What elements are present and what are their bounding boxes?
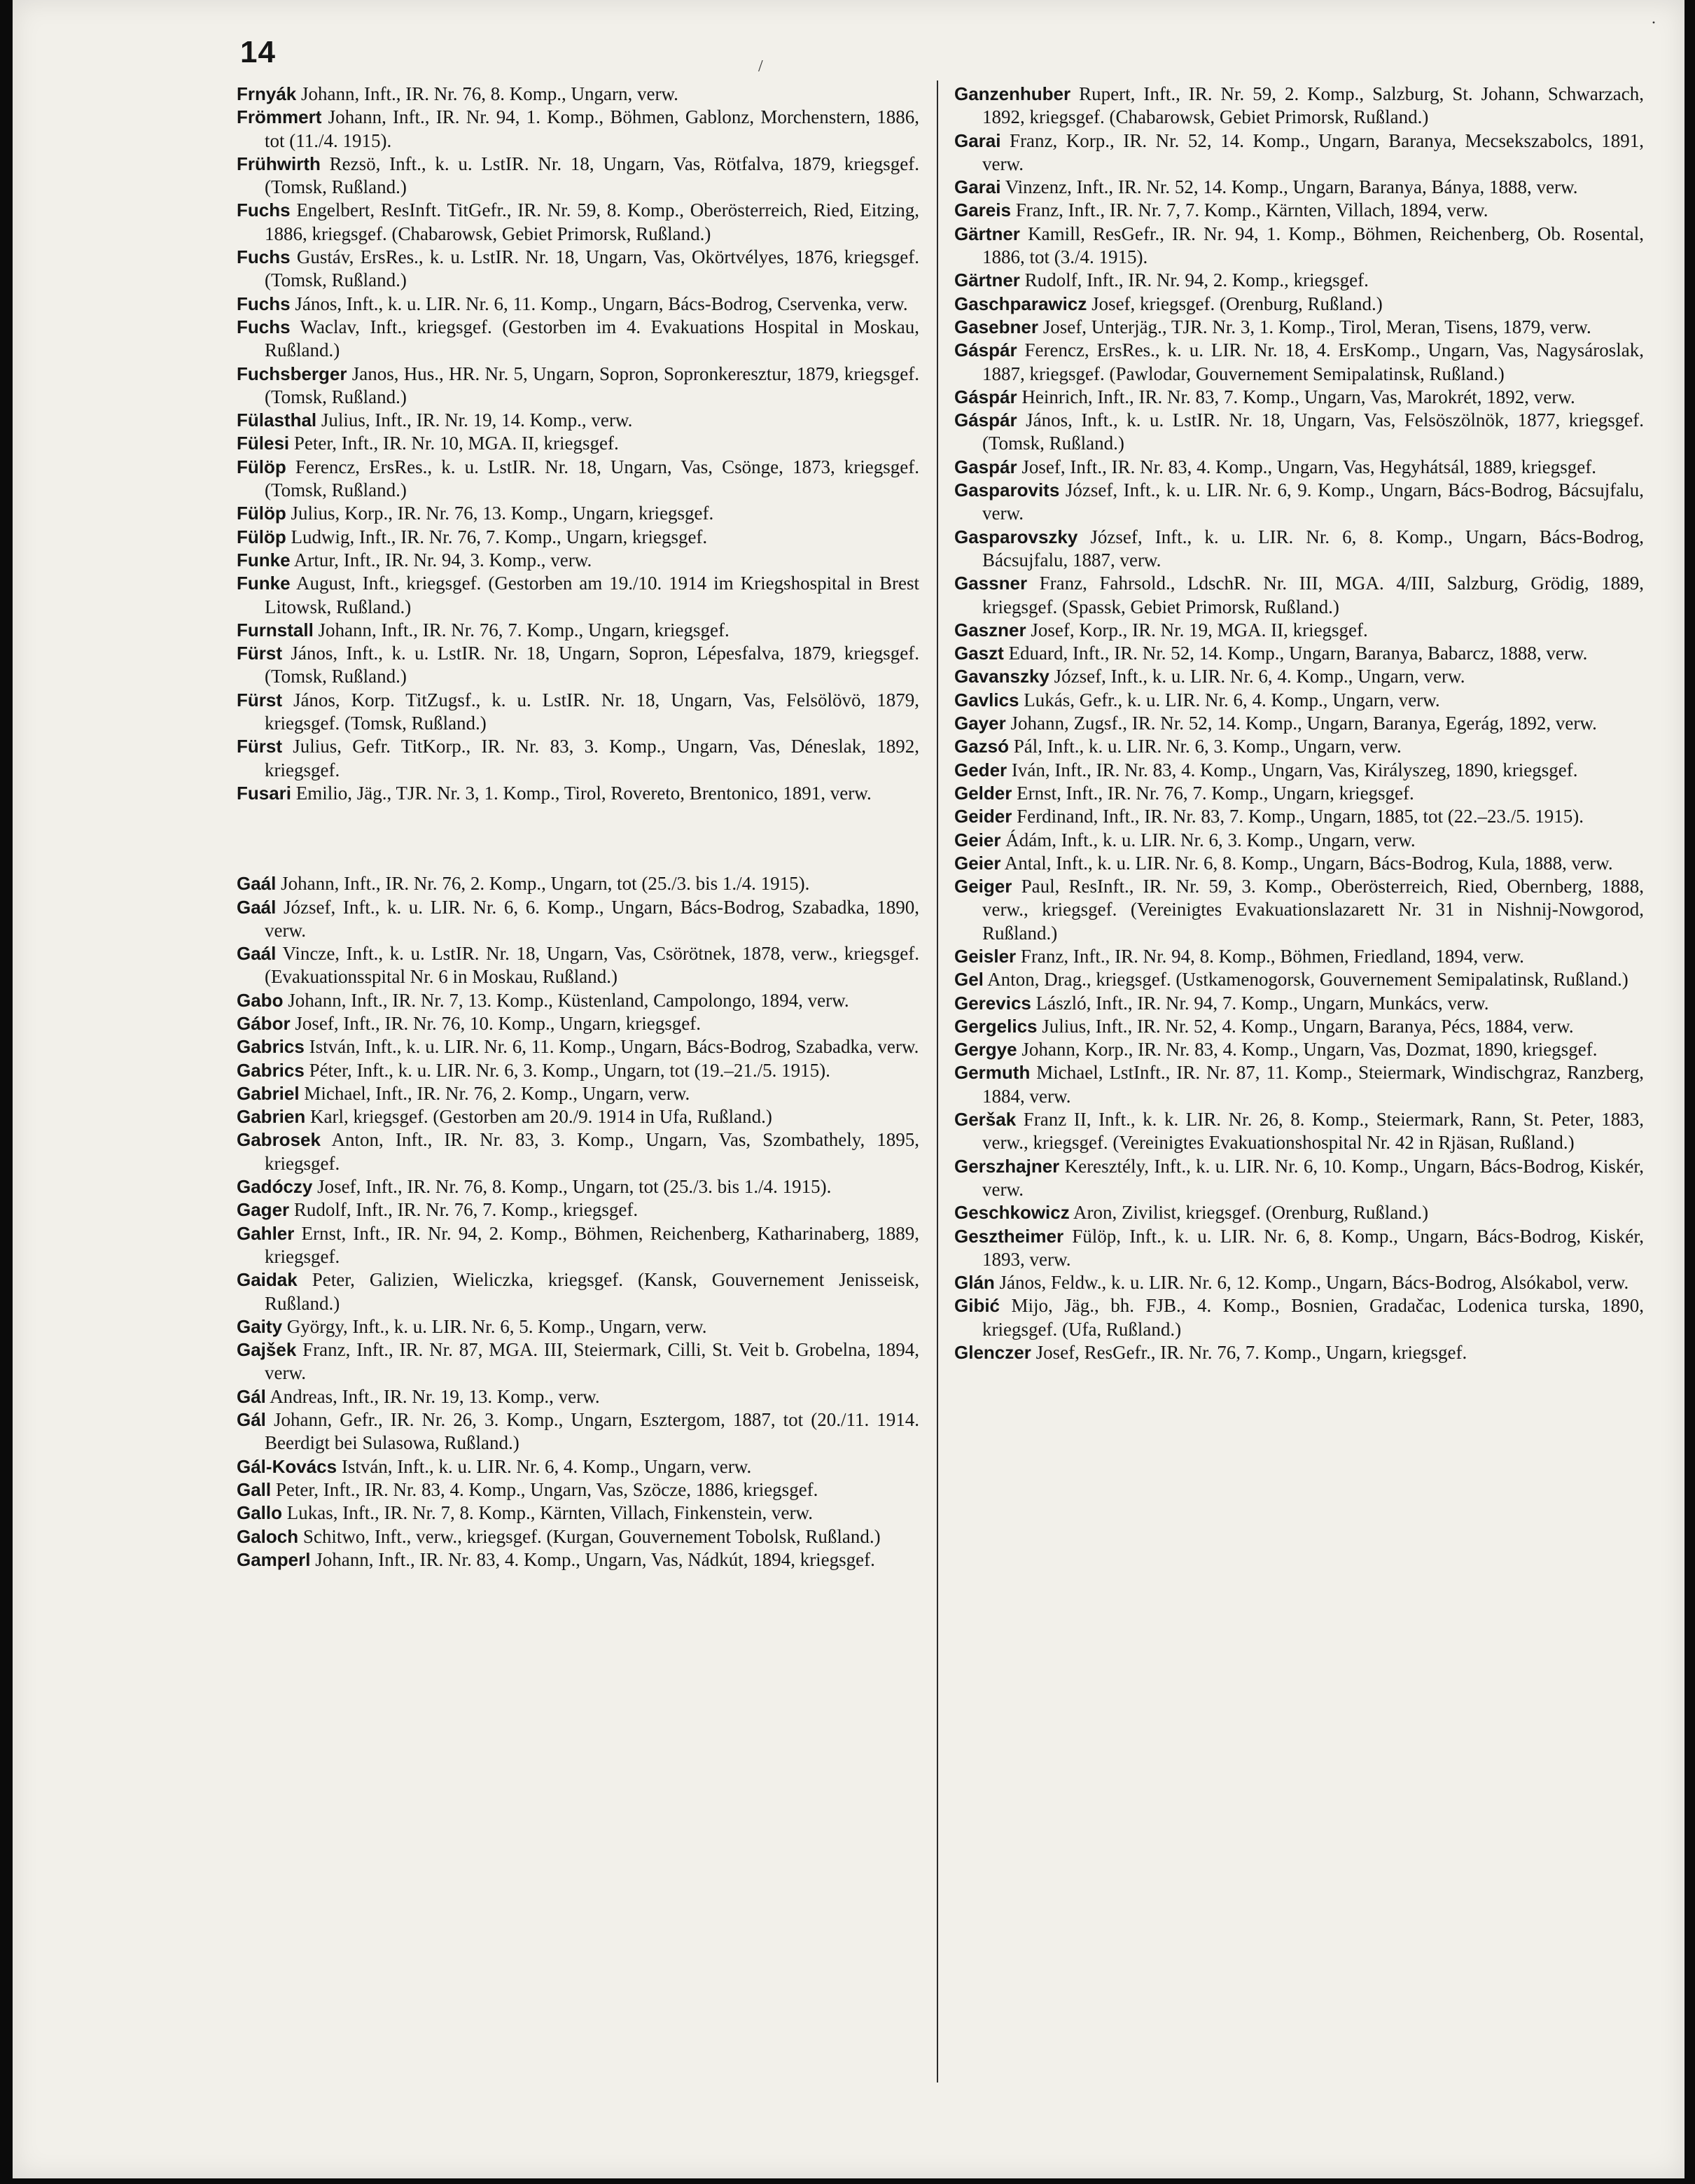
entry-details: Rupert, Inft., IR. Nr. 59, 2. Komp., Salzburg, St. Johann, Schwarzach, 1892, kriegsgef. (Chabarowsk, Gebiet Primorsk, Rußland.) bbox=[982, 83, 1644, 128]
directory-entry bbox=[954, 176, 1644, 199]
directory-entry bbox=[237, 1548, 919, 1572]
directory-entry bbox=[954, 1341, 1644, 1364]
entry-surname: Gibić bbox=[954, 1295, 1000, 1317]
entry-surname: Garai bbox=[954, 130, 1001, 151]
entry-details: Vincze, Inft., k. u. LstIR. Nr. 18, Ungarn, Vas, Csörötnek, 1878, verw., kriegsgef. (Evakuationsspital Nr. 6 in Moskau, Rußland.) bbox=[265, 943, 919, 988]
entry-details: Aron, Zivilist, kriegsgef. (Orenburg, Rußland.) bbox=[1073, 1202, 1429, 1224]
entry-details: August, Inft., kriegsgef. (Gestorben am 19./10. 1914 im Kriegshospital in Brest Litowsk, Rußland.) bbox=[265, 573, 919, 617]
directory-entry bbox=[237, 1525, 919, 1548]
entry-surname: Gergelics bbox=[954, 1015, 1038, 1037]
entry-surname: Gasebner bbox=[954, 316, 1038, 337]
entry-surname: Fuchsberger bbox=[237, 363, 347, 384]
group-separator bbox=[237, 805, 919, 872]
entry-details: József, Inft., k. u. LIR. Nr. 6, 9. Komp., Ungarn, Bács-Bodrog, Bácsujfalu, verw. bbox=[982, 479, 1644, 524]
entry-surname: Gaál bbox=[237, 943, 277, 965]
entry-surname: Gaszner bbox=[954, 619, 1026, 640]
entry-surname: Geier bbox=[954, 852, 1001, 874]
directory-entry bbox=[954, 1038, 1644, 1061]
entry-details: Antal, Inft., k. u. LIR. Nr. 6, 8. Komp., Ungarn, Bács-Bodrog, Kula, 1888, verw. bbox=[1004, 852, 1613, 874]
entry-surname: Glán bbox=[954, 1272, 995, 1294]
entry-surname: Gasparovits bbox=[954, 479, 1060, 501]
directory-entry bbox=[954, 875, 1644, 945]
entry-surname: Fuchs bbox=[237, 200, 291, 221]
entry-surname: Gábor bbox=[237, 1012, 291, 1034]
directory-entry bbox=[954, 1108, 1644, 1155]
entry-surname: Gabrien bbox=[237, 1106, 306, 1128]
entry-details: Rudolf, Inft., IR. Nr. 76, 7. Komp., kriegsgef. bbox=[293, 1199, 639, 1221]
directory-entry bbox=[237, 456, 919, 503]
entry-details: Emilio, Jäg., TJR. Nr. 3, 1. Komp., Tirol, Rovereto, Brentonico, 1891, verw. bbox=[295, 782, 872, 804]
entry-details: Josef, Inft., IR. Nr. 83, 4. Komp., Ungarn, Vas, Hegyhátsál, 1889, kriegsgef. bbox=[1021, 456, 1596, 477]
entry-surname: Gáspár bbox=[954, 410, 1017, 431]
entry-surname: Gál bbox=[237, 1385, 266, 1407]
entry-surname: Gager bbox=[237, 1199, 290, 1221]
entry-details: Ferdinand, Inft., IR. Nr. 83, 7. Komp., Ungarn, 1885, tot (22.–23./5. 1915). bbox=[1017, 806, 1584, 827]
entry-details: Waclav, Inft., kriegsgef. (Gestorben im 4. Evakuations Hospital in Moskau, Rußland.) bbox=[265, 316, 920, 361]
directory-entry bbox=[954, 83, 1644, 130]
entry-surname: Gáspár bbox=[954, 386, 1017, 407]
directory-entry bbox=[237, 1338, 919, 1385]
entry-details: István, Inft., k. u. LIR. Nr. 6, 11. Komp., Ungarn, Bács-Bodrog, Szabadka, verw. bbox=[309, 1036, 919, 1058]
entry-details: János, Feldw., k. u. LIR. Nr. 6, 12. Komp., Ungarn, Bács-Bodrog, Alsókabol, verw. bbox=[999, 1272, 1629, 1294]
entry-details: Andreas, Inft., IR. Nr. 19, 13. Komp., verw. bbox=[270, 1385, 600, 1407]
entry-surname: Gáspár bbox=[954, 340, 1017, 361]
directory-entry bbox=[954, 409, 1644, 456]
directory-entry bbox=[237, 432, 919, 455]
page-number: 14 bbox=[240, 35, 276, 69]
entry-surname: Geder bbox=[954, 759, 1007, 780]
entry-details: Lukas, Inft., IR. Nr. 7, 8. Komp., Kärnten, Villach, Finkenstein, verw. bbox=[286, 1502, 814, 1524]
entry-surname: Gahler bbox=[237, 1222, 295, 1244]
stray-mark: · bbox=[1651, 14, 1656, 32]
directory-entry bbox=[237, 293, 919, 316]
directory-entry bbox=[237, 83, 919, 106]
entry-surname: Gallo bbox=[237, 1502, 283, 1524]
entry-surname: Geisler bbox=[954, 945, 1017, 967]
entry-surname: Gareis bbox=[954, 200, 1011, 221]
directory-entry bbox=[237, 526, 919, 549]
directory-entry bbox=[237, 1012, 919, 1035]
directory-entry bbox=[237, 363, 919, 410]
entry-details: Ferencz, ErsRes., k. u. LIR. Nr. 18, 4. ErsKomp., Ungarn, Vas, Nagysároslak, 1887, kriegsgef. (Pawlodar, Gouvernement Semipalatinsk, Rußland.) bbox=[982, 340, 1645, 384]
entry-details: József, Inft., k. u. LIR. Nr. 6, 4. Komp., Ungarn, verw. bbox=[1054, 666, 1465, 687]
directory-entry bbox=[954, 992, 1644, 1015]
entry-surname: Fürst bbox=[237, 643, 282, 664]
entry-details: Engelbert, ResInft. TitGefr., IR. Nr. 59, 8. Komp., Oberösterreich, Ried, Eitzing, 1886, kriegsgef. (Chabarowsk, Gebiet Primorsk, Rußland.) bbox=[265, 200, 920, 244]
entry-details: Johann, Zugsf., IR. Nr. 52, 14. Komp., Ungarn, Baranya, Egerág, 1892, verw. bbox=[1010, 713, 1597, 734]
entry-surname: Galoch bbox=[237, 1525, 299, 1547]
entry-details: Johann, Inft., IR. Nr. 94, 1. Komp., Böhmen, Gablonz, Morchenstern, 1886, tot (11./4. 1915). bbox=[265, 106, 920, 151]
directory-entry bbox=[237, 1268, 919, 1315]
entry-surname: Germuth bbox=[954, 1062, 1031, 1084]
directory-entry bbox=[237, 316, 919, 363]
entry-details: Péter, Inft., k. u. LIR. Nr. 6, 3. Komp., Ungarn, tot (19.–21./5. 1915). bbox=[309, 1059, 830, 1081]
entry-details: Josef, kriegsgef. (Orenburg, Rußland.) bbox=[1091, 293, 1383, 314]
entry-surname: Gabrics bbox=[237, 1036, 305, 1058]
entry-surname: Gabrosek bbox=[237, 1129, 321, 1151]
directory-entry bbox=[237, 1222, 919, 1269]
entry-details: Julius, Inft., IR. Nr. 19, 14. Komp., verw. bbox=[321, 410, 633, 431]
entry-surname: Gazsó bbox=[954, 736, 1010, 757]
entry-details: Eduard, Inft., IR. Nr. 52, 14. Komp., Ungarn, Baranya, Babarcz, 1888, verw. bbox=[1008, 643, 1588, 664]
entry-surname: Gaspár bbox=[954, 456, 1017, 477]
directory-entry bbox=[954, 1155, 1644, 1202]
entry-surname: Fuchs bbox=[237, 316, 291, 337]
directory-entry bbox=[954, 1271, 1644, 1294]
entry-details: Anton, Drag., kriegsgef. (Ustkamenogorsk, Gouvernement Semipalatinsk, Rußland.) bbox=[987, 969, 1628, 990]
entry-details: Kamill, ResGefr., IR. Nr. 94, 1. Komp., Böhmen, Reichenberg, Ob. Rosental, 1886, tot (3./4. 1915). bbox=[982, 223, 1644, 268]
entry-details: Pál, Inft., k. u. LIR. Nr. 6, 3. Komp., Ungarn, verw. bbox=[1013, 736, 1402, 757]
entry-surname: Gadóczy bbox=[237, 1176, 313, 1198]
entry-details: Gustáv, ErsRes., k. u. LstIR. Nr. 18, Ungarn, Vas, Okörtvélyes, 1876, kriegsgef. (Tomsk, Rußland.) bbox=[265, 246, 920, 291]
entry-surname: Gerevics bbox=[954, 992, 1031, 1014]
directory-entry bbox=[954, 293, 1644, 316]
entry-surname: Fülöp bbox=[237, 526, 286, 547]
directory-entry bbox=[237, 1385, 919, 1408]
entry-surname: Gabriel bbox=[237, 1082, 300, 1104]
entry-surname: Gaál bbox=[237, 873, 277, 895]
entry-surname: Frühwirth bbox=[237, 153, 321, 174]
entry-details: Ádám, Inft., k. u. LIR. Nr. 6, 3. Komp., Ungarn, verw. bbox=[1005, 829, 1416, 850]
entry-details: Johann, Inft., IR. Nr. 76, 8. Komp., Ungarn, verw. bbox=[301, 83, 678, 104]
entry-details: Michael, Inft., IR. Nr. 76, 2. Komp., Ungarn, verw. bbox=[304, 1082, 690, 1104]
entry-details: Johann, Gefr., IR. Nr. 26, 3. Komp., Ungarn, Esztergom, 1887, tot (20./11. 1914. Beerdigt bei Sulasowa, Rußland.) bbox=[265, 1409, 919, 1454]
entry-surname: Gaál bbox=[237, 896, 277, 918]
directory-entry bbox=[237, 1128, 919, 1175]
directory-entry bbox=[237, 246, 919, 293]
directory-entry bbox=[237, 689, 919, 736]
entry-surname: Geršak bbox=[954, 1109, 1017, 1130]
entry-surname: Gaity bbox=[237, 1315, 283, 1337]
entry-details: Johann, Inft., IR. Nr. 76, 2. Komp., Ungarn, tot (25./3. bis 1./4. 1915). bbox=[281, 873, 810, 895]
entry-surname: Funke bbox=[237, 573, 291, 594]
entry-details: Rezsö, Inft., k. u. LstIR. Nr. 18, Ungarn, Vas, Rötfalva, 1879, kriegsgef. (Tomsk, Rußland.) bbox=[265, 153, 919, 198]
entry-details: Lukás, Gefr., k. u. LIR. Nr. 6, 4. Komp., Ungarn, verw. bbox=[1024, 689, 1440, 710]
entry-details: Janos, Hus., HR. Nr. 5, Ungarn, Sopron, Sopronkeresztur, 1879, kriegsgef. (Tomsk, Rußland.) bbox=[265, 363, 920, 407]
directory-entry bbox=[237, 1175, 919, 1198]
entry-surname: Gesztheimer bbox=[954, 1225, 1064, 1247]
directory-entry bbox=[237, 642, 919, 689]
entry-surname: Fusari bbox=[237, 782, 292, 804]
directory-entry bbox=[237, 735, 919, 782]
entry-surname: Gál-Kovács bbox=[237, 1455, 337, 1477]
directory-entry bbox=[237, 872, 919, 895]
directory-entry bbox=[237, 572, 919, 619]
entry-surname: Gabrics bbox=[237, 1059, 305, 1081]
directory-entry bbox=[954, 386, 1644, 409]
entry-details: Julius, Korp., IR. Nr. 76, 13. Komp., Ungarn, kriegsgef. bbox=[291, 503, 714, 524]
directory-entry bbox=[954, 968, 1644, 991]
entry-surname: Fülöp bbox=[237, 456, 286, 477]
entries-group-f bbox=[237, 83, 919, 805]
entry-details: Ludwig, Inft., IR. Nr. 76, 7. Komp., Ungarn, kriegsgef. bbox=[291, 526, 708, 547]
entry-surname: Fülöp bbox=[237, 503, 286, 524]
entry-details: Peter, Galizien, Wieliczka, kriegsgef. (Kansk, Gouvernement Jenisseisk, Rußland.) bbox=[265, 1269, 920, 1314]
entry-details: Johann, Inft., IR. Nr. 7, 13. Komp., Küstenland, Campolongo, 1894, verw. bbox=[288, 989, 849, 1011]
entry-details: Franz, Fahrsold., LdschR. Nr. III, MGA. 4/III, Salzburg, Grödig, 1889, kriegsgef. (Spassk, Gebiet Primorsk, Rußland.) bbox=[982, 573, 1644, 617]
entry-details: Schitwo, Inft., verw., kriegsgef. (Kurgan, Gouvernement Tobolsk, Rußland.) bbox=[302, 1525, 881, 1547]
entry-details: János, Inft., k. u. LIR. Nr. 6, 11. Komp., Ungarn, Bács-Bodrog, Cservenka, verw. bbox=[295, 293, 908, 314]
directory-entry bbox=[954, 642, 1644, 665]
entry-details: Karl, kriegsgef. (Gestorben am 20./9. 1914 in Ufa, Rußland.) bbox=[310, 1106, 772, 1128]
directory-entry bbox=[954, 829, 1644, 852]
entry-surname: Gärtner bbox=[954, 223, 1020, 244]
entry-details: Franz II, Inft., k. k. LIR. Nr. 26, 8. Komp., Steiermark, Rann, St. Peter, 1883, verw., kriegsgef. (Vereinigtes Evakuationshospital Nr. 42 in Rjäsan, Rußland.) bbox=[982, 1109, 1645, 1154]
entry-details: Julius, Inft., IR. Nr. 52, 4. Komp., Ungarn, Baranya, Pécs, 1884, verw. bbox=[1042, 1015, 1574, 1037]
entry-details: László, Inft., IR. Nr. 94, 7. Komp., Ungarn, Munkács, verw. bbox=[1035, 992, 1489, 1014]
entry-surname: Gergye bbox=[954, 1039, 1017, 1060]
entry-details: János, Inft., k. u. LstIR. Nr. 18, Ungarn, Sopron, Lépesfalva, 1879, kriegsgef. (Tomsk, Rußland.) bbox=[265, 643, 920, 687]
directory-entry bbox=[237, 1082, 919, 1105]
entry-details: János, Korp. TitZugsf., k. u. LstIR. Nr. 18, Ungarn, Vas, Felsölövö, 1879, kriegsgef. (Tomsk, Rußland.) bbox=[265, 689, 919, 734]
document-page bbox=[13, 0, 1684, 2178]
entry-details: Ernst, Inft., IR. Nr. 76, 7. Komp., Ungarn, kriegsgef. bbox=[1017, 782, 1414, 804]
entry-surname: Fülasthal bbox=[237, 410, 317, 431]
entry-surname: Gaszt bbox=[954, 643, 1004, 664]
entry-surname: Fuchs bbox=[237, 246, 291, 268]
entry-surname: Gassner bbox=[954, 573, 1028, 594]
entry-details: Josef, Inft., IR. Nr. 76, 8. Komp., Ungarn, tot (25./3. bis 1./4. 1915). bbox=[317, 1176, 832, 1198]
entries-right bbox=[954, 83, 1644, 1364]
entry-surname: Fürst bbox=[237, 736, 282, 757]
entry-details: Josef, Korp., IR. Nr. 19, MGA. II, kriegsgef. bbox=[1031, 619, 1368, 640]
directory-entry bbox=[954, 1015, 1644, 1038]
entry-details: Iván, Inft., IR. Nr. 83, 4. Komp., Ungarn, Vas, Királyszeg, 1890, kriegsgef. bbox=[1011, 759, 1578, 780]
entry-details: János, Inft., k. u. LstIR. Nr. 18, Ungarn, Vas, Felsöszölnök, 1877, kriegsgef. (Tomsk, Rußland.) bbox=[982, 410, 1644, 454]
entry-details: Franz, Korp., IR. Nr. 52, 14. Komp., Ungarn, Baranya, Mecsekszabolcs, 1891, verw. bbox=[982, 130, 1645, 174]
stray-mark: / bbox=[758, 57, 763, 76]
entry-surname: Glenczer bbox=[954, 1342, 1031, 1364]
entry-details: Johann, Korp., IR. Nr. 83, 4. Komp., Ungarn, Vas, Dozmat, 1890, kriegsgef. bbox=[1021, 1039, 1598, 1060]
directory-entry bbox=[237, 1198, 919, 1222]
entry-surname: Gaschparawicz bbox=[954, 293, 1087, 314]
directory-entry bbox=[954, 316, 1644, 339]
directory-entry bbox=[954, 735, 1644, 758]
entry-details: György, Inft., k. u. LIR. Nr. 6, 5. Komp., Ungarn, verw. bbox=[286, 1315, 707, 1337]
entry-details: József, Inft., k. u. LIR. Nr. 6, 6. Komp., Ungarn, Bács-Bodrog, Szabadka, 1890, verw. bbox=[265, 896, 919, 941]
entry-details: Franz, Inft., IR. Nr. 94, 8. Komp., Böhmen, Friedland, 1894, verw. bbox=[1020, 945, 1524, 967]
entry-surname: Geschkowicz bbox=[954, 1202, 1070, 1224]
directory-entry bbox=[237, 1105, 919, 1128]
directory-entry bbox=[237, 1059, 919, 1082]
directory-entry bbox=[954, 712, 1644, 735]
right-column bbox=[954, 83, 1644, 1364]
entry-surname: Geiger bbox=[954, 876, 1012, 897]
column-divider bbox=[937, 80, 938, 2082]
entry-surname: Gavanszky bbox=[954, 666, 1049, 687]
entry-surname: Funke bbox=[237, 549, 291, 570]
entry-surname: Furnstall bbox=[237, 619, 314, 640]
entry-surname: Gál bbox=[237, 1409, 266, 1431]
directory-entry bbox=[954, 1061, 1644, 1108]
directory-entry bbox=[954, 805, 1644, 828]
directory-entry bbox=[237, 1408, 919, 1455]
directory-entry bbox=[954, 339, 1644, 386]
entry-details: Michael, LstInft., IR. Nr. 87, 11. Komp., Steiermark, Windischgraz, Ranzberg, 1884, verw. bbox=[982, 1062, 1645, 1107]
directory-entry bbox=[237, 942, 919, 989]
entry-surname: Gabo bbox=[237, 989, 284, 1011]
entry-surname: Gasparovszky bbox=[954, 526, 1078, 547]
entries-group-g bbox=[237, 872, 919, 1572]
entry-details: Johann, Inft., IR. Nr. 76, 7. Komp., Ungarn, kriegsgef. bbox=[318, 619, 730, 640]
entry-details: Keresztély, Inft., k. u. LIR. Nr. 6, 10. Komp., Ungarn, Bács-Bodrog, Kiskér, verw. bbox=[982, 1155, 1644, 1200]
directory-entry bbox=[954, 665, 1644, 688]
entry-surname: Ganzenhuber bbox=[954, 83, 1071, 104]
entry-surname: Fuchs bbox=[237, 293, 291, 314]
directory-entry bbox=[954, 759, 1644, 782]
entry-details: Rudolf, Inft., IR. Nr. 94, 2. Komp., kriegsgef. bbox=[1024, 270, 1369, 291]
entry-surname: Frömmert bbox=[237, 106, 322, 128]
entry-details: Artur, Inft., IR. Nr. 94, 3. Komp., verw. bbox=[293, 549, 592, 570]
entry-surname: Gavlics bbox=[954, 689, 1019, 710]
entry-details: Fülöp, Inft., k. u. LIR. Nr. 6, 8. Komp., Ungarn, Bács-Bodrog, Kiskér, 1893, verw. bbox=[982, 1225, 1644, 1270]
entry-details: Vinzenz, Inft., IR. Nr. 52, 14. Komp., Ungarn, Baranya, Bánya, 1888, verw. bbox=[1005, 176, 1578, 198]
directory-entry bbox=[237, 199, 919, 246]
directory-entry bbox=[237, 1315, 919, 1338]
entry-details: Josef, ResGefr., IR. Nr. 76, 7. Komp., Ungarn, kriegsgef. bbox=[1035, 1342, 1467, 1364]
directory-entry bbox=[237, 1478, 919, 1502]
entry-surname: Gaidak bbox=[237, 1269, 298, 1291]
entry-surname: Gel bbox=[954, 969, 984, 990]
directory-entry bbox=[237, 1035, 919, 1058]
entry-details: Mijo, Jäg., bh. FJB., 4. Komp., Bosnien, Gradačac, Lodenica turska, 1890, kriegsgef. (Ufa, Rußland.) bbox=[982, 1295, 1645, 1340]
entry-details: Franz, Inft., IR. Nr. 87, MGA. III, Steiermark, Cilli, St. Veit b. Grobelna, 1894, verw. bbox=[265, 1339, 919, 1384]
entry-details: József, Inft., k. u. LIR. Nr. 6, 8. Komp., Ungarn, Bács-Bodrog, Bácsujfalu, 1887, verw. bbox=[982, 526, 1644, 570]
entry-surname: Gamperl bbox=[237, 1548, 311, 1570]
entry-details: Johann, Inft., IR. Nr. 83, 4. Komp., Ungarn, Vas, Nádkút, 1894, kriegsgef. bbox=[315, 1548, 875, 1570]
entry-details: Ferencz, ErsRes., k. u. LstIR. Nr. 18, Ungarn, Vas, Csönge, 1873, kriegsgef. (Tomsk, Rußland.) bbox=[265, 456, 919, 501]
directory-entry bbox=[954, 130, 1644, 176]
directory-entry bbox=[954, 1294, 1644, 1341]
directory-entry bbox=[954, 572, 1644, 619]
directory-entry bbox=[954, 1201, 1644, 1224]
directory-entry bbox=[954, 526, 1644, 573]
entry-details: Franz, Inft., IR. Nr. 7, 7. Komp., Kärnten, Villach, 1894, verw. bbox=[1015, 200, 1488, 221]
directory-entry bbox=[954, 479, 1644, 526]
directory-entry bbox=[237, 106, 919, 153]
entry-details: Julius, Gefr. TitKorp., IR. Nr. 83, 3. Komp., Ungarn, Vas, Déneslak, 1892, kriegsgef. bbox=[265, 736, 920, 780]
entry-details: Heinrich, Inft., IR. Nr. 83, 7. Komp., Ungarn, Vas, Marokrét, 1892, verw. bbox=[1021, 386, 1575, 407]
entry-surname: Gajšek bbox=[237, 1339, 297, 1361]
directory-entry bbox=[237, 989, 919, 1012]
directory-entry bbox=[237, 153, 919, 200]
entry-details: Josef, Inft., IR. Nr. 76, 10. Komp., Ungarn, kriegsgef. bbox=[295, 1012, 701, 1034]
entry-surname: Gärtner bbox=[954, 270, 1020, 291]
directory-entry bbox=[954, 689, 1644, 712]
entry-details: István, Inft., k. u. LIR. Nr. 6, 4. Komp., Ungarn, verw. bbox=[341, 1455, 752, 1477]
directory-entry bbox=[237, 549, 919, 572]
directory-entry bbox=[954, 1225, 1644, 1272]
entry-surname: Geier bbox=[954, 829, 1001, 850]
directory-entry bbox=[954, 945, 1644, 968]
directory-entry bbox=[954, 619, 1644, 642]
directory-entry bbox=[237, 619, 919, 642]
directory-entry bbox=[237, 1455, 919, 1478]
entry-details: Peter, Inft., IR. Nr. 83, 4. Komp., Ungarn, Vas, Szöcze, 1886, kriegsgef. bbox=[275, 1478, 818, 1500]
entry-surname: Fürst bbox=[237, 689, 282, 710]
entry-details: Anton, Inft., IR. Nr. 83, 3. Komp., Ungarn, Vas, Szombathely, 1895, kriegsgef. bbox=[265, 1129, 920, 1174]
entry-surname: Garai bbox=[954, 176, 1001, 198]
entry-details: Peter, Inft., IR. Nr. 10, MGA. II, kriegsgef. bbox=[293, 433, 619, 454]
entry-details: Paul, ResInft., IR. Nr. 59, 3. Komp., Oberösterreich, Ried, Obernberg, 1888, verw., kriegsgef. (Vereinigtes Evakuationslazarett Nr. 31 in Nishnij-Nowgorod, Rußland.) bbox=[982, 876, 1645, 944]
directory-entry bbox=[954, 269, 1644, 292]
entry-details: Ernst, Inft., IR. Nr. 94, 2. Komp., Böhmen, Reichenberg, Katharinaberg, 1889, kriegsgef. bbox=[265, 1222, 919, 1267]
directory-entry bbox=[954, 456, 1644, 479]
directory-entry bbox=[954, 223, 1644, 270]
entry-surname: Gayer bbox=[954, 713, 1006, 734]
entry-surname: Gerszhajner bbox=[954, 1155, 1060, 1177]
entry-surname: Gall bbox=[237, 1478, 272, 1500]
entry-details: Josef, Unterjäg., TJR. Nr. 3, 1. Komp., Tirol, Meran, Tisens, 1879, verw. bbox=[1042, 316, 1591, 337]
directory-entry bbox=[237, 502, 919, 525]
entry-surname: Fülesi bbox=[237, 433, 290, 454]
directory-entry bbox=[237, 782, 919, 805]
directory-entry bbox=[237, 1502, 919, 1525]
entry-surname: Geider bbox=[954, 806, 1012, 827]
left-column bbox=[237, 83, 919, 1572]
directory-entry bbox=[954, 852, 1644, 875]
directory-entry bbox=[954, 782, 1644, 805]
entry-surname: Frnyák bbox=[237, 83, 297, 104]
entry-surname: Gelder bbox=[954, 782, 1012, 804]
directory-entry bbox=[237, 896, 919, 943]
directory-entry bbox=[954, 199, 1644, 222]
directory-entry bbox=[237, 409, 919, 432]
